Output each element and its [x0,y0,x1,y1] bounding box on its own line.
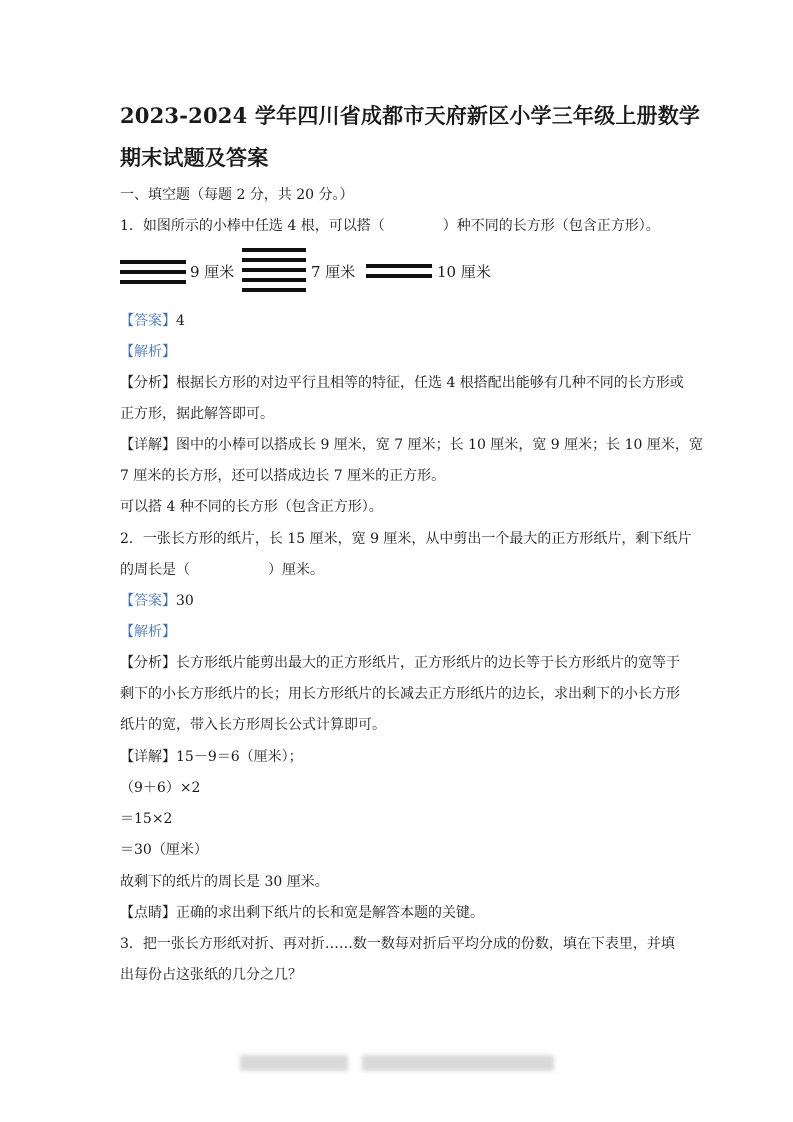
q1-xiangjie-text-1: 图中的小棒可以搭成长 9 厘米，宽 7 厘米；长 10 厘米，宽 9 厘米；长 10 厘米，宽 [176,437,703,453]
stick-7cm-5 [242,288,306,292]
q1-text-b: ）种不同的长方形（包含正方形）。 [442,218,660,234]
q2-dianjing-tag: 【点睛】 [120,905,176,921]
footer-blurred-text-left [240,1055,348,1071]
q2-fenxi-tag: 【分析】 [120,655,176,671]
stick-9cm-3 [120,280,186,284]
q2-text-2b: ）厘米。 [268,562,324,578]
q2-text-line-2 [120,561,324,579]
stick-9cm-1 [120,260,186,264]
stick-label-9cm: 9 厘米 [190,263,235,281]
q3-text-line-2: 出每份占这张纸的几分之几？ [120,967,302,983]
doc-title-line-1: 2023-2024 学年四川省成都市天府新区小学三年级上册数学 [120,103,701,128]
q2-dianjing-text: 正确的求出剩下纸片的长和宽是解答本题的关键。 [176,905,484,921]
q2-xiangjie-text-1: 15－9＝6（厘米）； [176,749,303,765]
q2-calc-2: ＝15×2 [120,811,173,827]
q2-xiangjie-tag: 【详解】 [120,749,176,765]
section-heading: 一、填空题（每题 2 分，共 20 分。） [120,187,354,203]
q1-xiangjie-line-1 [120,436,703,454]
q1-conclusion: 可以搭 4 种不同的长方形（包含正方形）。 [120,499,383,515]
q2-answer-tag: 【答案】 [120,593,176,609]
q1-fenxi-text-1: 根据长方形的对边平行且相等的特征，任选 4 根搭配出能够有几种不同的长方形或 [176,375,684,391]
q1-answer [120,312,185,330]
q2-calc-3: ＝30（厘米） [120,842,208,858]
stick-10cm-1 [366,264,432,268]
q1-xiangjie-line-2: 7 厘米的长方形，还可以搭成边长 7 厘米的正方形。 [120,468,446,484]
q2-fenxi-line-2: 剩下的小长方形纸片的长；用长方形纸片的长减去正方形纸片的边长，求出剩下的小长方形 [120,686,680,702]
stick-7cm-3 [242,268,306,272]
stick-7cm-2 [242,258,306,262]
q2-fenxi-line-1 [120,654,680,672]
stick-10cm-2 [366,274,432,278]
q2-answer [120,592,194,610]
q2-text-line-1: 2．一张长方形的纸片，长 15 厘米，宽 9 厘米，从中剪出一个最大的正方形纸片，剩下纸片 [120,531,692,547]
q2-text-2a: 的周长是（ [120,562,190,578]
stick-label-7cm: 7 厘米 [311,263,356,281]
q2-fenxi-line-3: 纸片的宽，带入长方形周长公式计算即可。 [120,717,386,733]
q1-xiangjie-tag: 【详解】 [120,437,176,453]
q2-jiexi-tag: 【解析】 [120,624,176,640]
q1-fenxi-line-1 [120,374,684,392]
q1-text [120,217,660,235]
q1-jiexi-tag: 【解析】 [120,344,176,360]
q2-calc-1: （9＋6）×2 [120,780,201,796]
q1-text-a: 1．如图所示的小棒中任选 4 根，可以搭（ [120,218,385,234]
q1-answer-tag: 【答案】 [120,313,176,329]
q3-text-line-1: 3．把一张长方形纸对折、再对折……数一数每对折后平均分成的份数，填在下表里，并填 [120,936,675,952]
stick-label-10cm: 10 厘米 [437,263,491,281]
doc-title-line-2: 期末试题及答案 [120,145,269,170]
q2-fenxi-text-1: 长方形纸片能剪出最大的正方形纸片，正方形纸片的边长等于长方形纸片的宽等于 [176,655,680,671]
q2-xiangjie-line-1 [120,748,303,766]
q1-answer-value: 4 [176,313,185,329]
q2-dianjing [120,904,484,922]
q1-fenxi-line-2: 正方形，据此解答即可。 [120,406,274,422]
footer-blurred-text-right [362,1055,554,1071]
stick-7cm-1 [242,248,306,252]
q2-answer-value: 30 [176,593,194,609]
stick-9cm-2 [120,270,186,274]
stick-7cm-4 [242,278,306,282]
q1-fenxi-tag: 【分析】 [120,375,176,391]
q2-conclusion: 故剩下的纸片的周长是 30 厘米。 [120,874,329,890]
